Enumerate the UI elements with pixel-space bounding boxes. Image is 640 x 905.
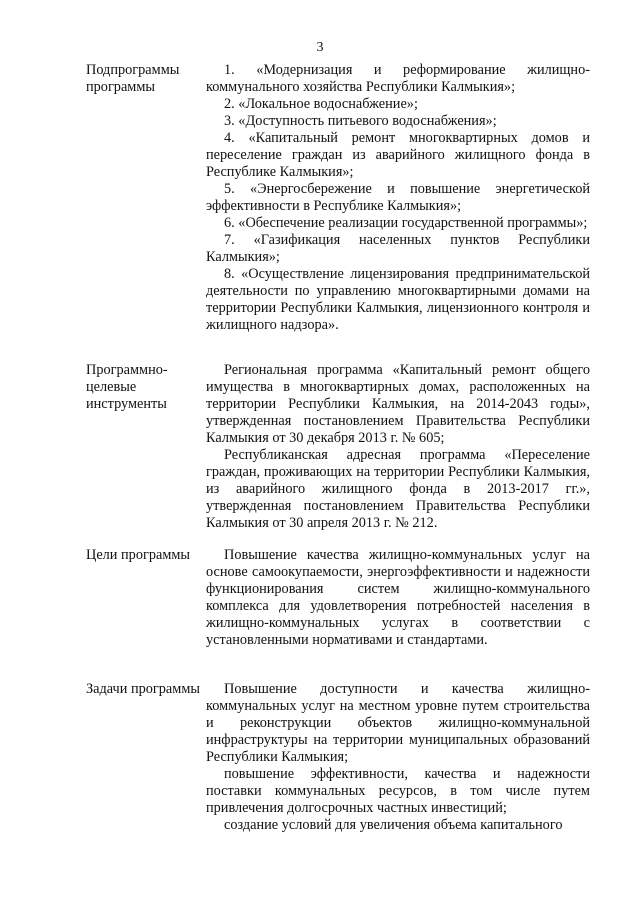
section-label-goals: Цели программы: [86, 547, 191, 563]
goal-item: Повышение качества жилищно-коммунальных услуг на основе самоокупаемости, энергоэффективности и надежности функционирования систем жилищно-коммунального комплекса для удовлетворения потребностей населения в жилищно-коммунальных услугах в соответствии с установленными нормативами и стандартами.: [206, 547, 590, 648]
subprogram-item: 7. «Газификация населенных пунктов Республики Калмыкия»;: [206, 232, 590, 265]
subprogram-item: 4. «Капитальный ремонт многоквартирных домов и переселение граждан из аварийного жилищного фонда в Республике Калмыкия»;: [206, 130, 590, 180]
section-label-tasks: Задачи программы: [86, 681, 200, 697]
subprogram-item: 5. «Энергосбережение и повышение энергетической эффективности в Республике Калмыкия»;: [206, 181, 590, 214]
task-item: Повышение доступности и качества жилищно-коммунальных услуг на местном уровне путем строительства и реконструкции объектов жилищно-коммунальной инфраструктуры на территории муниципальных образований Республики Калмыкия;: [206, 681, 590, 765]
subprogram-item: 2. «Локальное водоснабжение»;: [224, 96, 418, 112]
instrument-item: Республиканская адресная программа «Переселение граждан, проживающих на территории Республики Калмыкия, из аварийного жилищного фонда в 2013-2017 гг.», утвержденная постановлением Правительства Республики Калмыкия от 30 апреля 2013 г. № 212.: [206, 447, 590, 531]
page-number: 3: [316, 40, 324, 55]
instrument-item: Региональная программа «Капитальный ремонт общего имущества в многоквартирных домах, расположенных на территории Республики Калмыкия, на 2014-2043 годы», утвержденная постановлением Правительства Республики Калмыкия от 30 декабря 2013 г. № 605;: [206, 362, 590, 446]
section-body-goals: [206, 547, 590, 649]
task-item: создание условий для увеличения объема капитального: [224, 817, 563, 833]
section-label-subprograms: Подпрограммы программы: [86, 62, 180, 95]
task-item: повышение эффективности, качества и надежности поставки коммунальных ресурсов, в том числе путем привлечения долгосрочных частных инвестиций;: [206, 766, 590, 816]
subprogram-item: 8. «Осуществление лицензирования предпринимательской деятельности по управлению многоквартирными домами на территории Республики Калмыкия, лицензионного контроля и жилищного надзора».: [206, 266, 590, 333]
subprogram-item: 3. «Доступность питьевого водоснабжения»;: [224, 113, 497, 129]
subprogram-item: 1. «Модернизация и реформирование жилищно-коммунального хозяйства Республики Калмыкия»;: [206, 62, 590, 95]
section-body-instruments: [206, 362, 590, 532]
section-body-subprograms: [206, 62, 590, 334]
subprogram-item: 6. «Обеспечение реализации государственной программы»;: [224, 215, 588, 231]
section-label-instruments: Программно-целевые инструменты: [86, 362, 168, 412]
section-body-tasks: [206, 681, 590, 834]
